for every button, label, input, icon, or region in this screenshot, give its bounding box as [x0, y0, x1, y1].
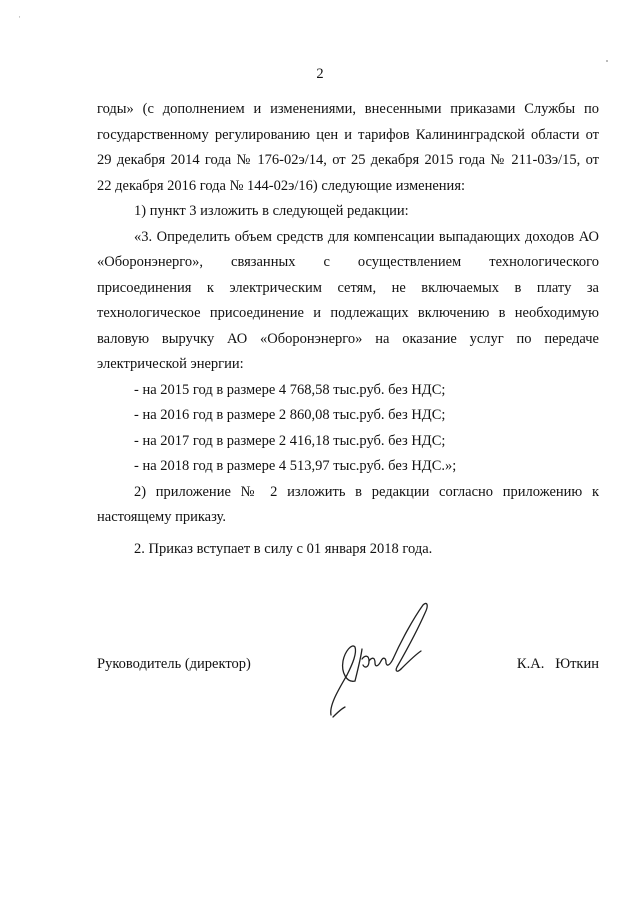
paragraph-intro	[97, 97, 599, 199]
text-line: 2. Приказ вступает в силу с 01 января 2018 года.	[134, 540, 433, 557]
text-line: настоящему приказу.	[97, 509, 226, 525]
paragraph-point-2	[97, 480, 599, 531]
text-line: 2) приложение № 2 изложить в редакции согласно приложению к	[134, 483, 599, 500]
list-item: - на 2018 год в размере 4 513,97 тыс.руб. без НДС.»;	[134, 458, 457, 474]
signatory-title: Руководитель (директор)	[97, 656, 251, 672]
text-line: присоединения к электрическим сетям, не включаемых в плату за	[97, 279, 599, 296]
text-line: государственному регулированию цен и тарифов Калининградской области от	[97, 126, 599, 143]
text-line: 29 декабря 2014 года № 176-02э/14, от 25 декабря 2015 года № 211-03э/15, от	[97, 152, 599, 168]
list-item: - на 2017 год в размере 2 416,18 тыс.руб. без НДС;	[134, 432, 446, 449]
paragraph-point-1	[97, 199, 599, 225]
page-number: 2	[316, 66, 324, 82]
text-line: 1) пункт 3 изложить в следующей редакции:	[134, 203, 409, 219]
document-body	[97, 97, 599, 562]
text-line: технологическое присоединение и подлежащих включению в необходимую	[97, 305, 599, 321]
text-line: годы» (с дополнением и изменениями, внесенными приказами Службы по	[97, 101, 599, 117]
text-line: «3. Определить объем средств для компенсации выпадающих доходов АО	[134, 228, 599, 245]
paragraph-effective-date	[97, 537, 599, 563]
text-line: «Оборонэнерго», связанных с осуществлением технологического	[97, 254, 599, 270]
text-line: электрической энергии:	[97, 356, 244, 372]
text-line: валовую выручку АО «Оборонэнерго» на оказание услуг по передаче	[97, 330, 599, 347]
text-line: 22 декабря 2016 года № 144-02э/16) следующие изменения:	[97, 177, 466, 194]
list-item: - на 2016 год в размере 2 860,08 тыс.руб. без НДС;	[134, 407, 446, 423]
paragraph-point-3-text	[97, 225, 599, 378]
signature-block	[97, 656, 599, 686]
list-item: - на 2015 год в размере 4 768,58 тыс.руб. без НДС;	[134, 381, 446, 398]
scan-dot	[606, 60, 608, 62]
amount-list	[97, 378, 599, 480]
scan-mark: ·	[18, 12, 21, 22]
signatory-name: К.А. Юткин	[516, 656, 599, 672]
